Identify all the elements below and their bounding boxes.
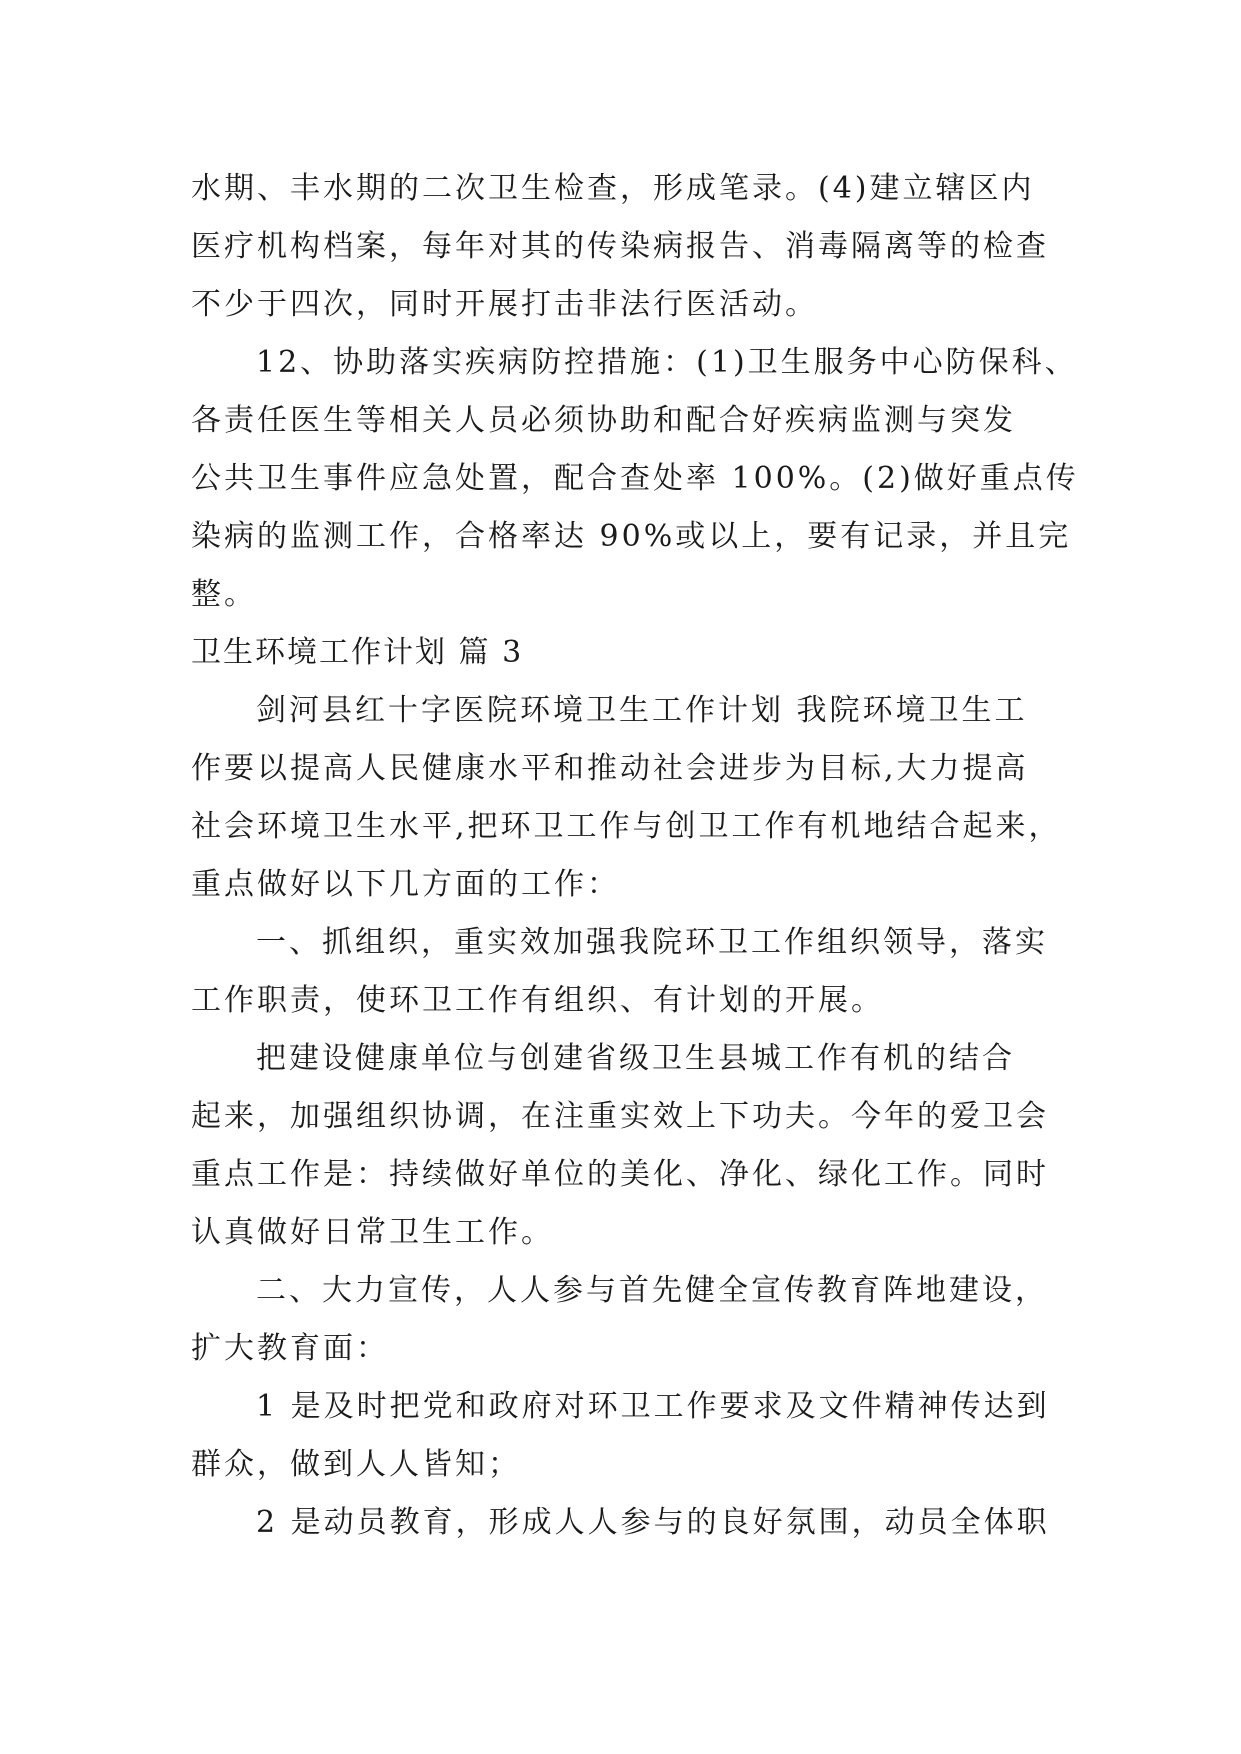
text-line: 起来，加强组织协调，在注重实效上下功夫。今年的爱卫会 — [191, 1099, 1049, 1134]
text-line: 把建设健康单位与创建省级卫生县城工作有机的结合 — [256, 1041, 1015, 1076]
text-line: 工作职责，使环卫工作有组织、有计划的开展。 — [191, 983, 884, 1018]
text-line: 二、大力宣传，人人参与首先健全宣传教育阵地建设， — [256, 1273, 1048, 1308]
text-line: 12、协助落实疾病防控措施：(1)卫生服务中心防保科、 — [256, 345, 1078, 380]
text-line: 一、抓组织，重实效加强我院环卫工作组织领导，落实 — [256, 925, 1048, 960]
text-line: 重点工作是：持续做好单位的美化、净化、绿化工作。同时 — [191, 1157, 1049, 1192]
text-line: 1 是及时把党和政府对环卫工作要求及文件精神传达到 — [256, 1389, 1050, 1424]
text-line: 群众，做到人人皆知； — [191, 1447, 521, 1482]
text-line: 剑河县红十字医院环境卫生工作计划 我院环境卫生工 — [256, 693, 1028, 728]
text-line: 作要以提高人民健康水平和推动社会进步为目标,大力提高 — [191, 751, 1029, 786]
text-line: 整。 — [191, 577, 257, 612]
text-line: 重点做好以下几方面的工作： — [191, 867, 620, 902]
text-line: 医疗机构档案，每年对其的传染病报告、消毒隔离等的检查 — [191, 229, 1049, 264]
document-body — [191, 160, 1079, 1552]
text-line: 染病的监测工作，合格率达 90%或以上，要有记录，并且完 — [191, 519, 1072, 554]
text-line: 水期、丰水期的二次卫生检查，形成笔录。(4)建立辖区内 — [191, 171, 1035, 206]
text-line: 2 是动员教育，形成人人参与的良好氛围，动员全体职 — [256, 1505, 1050, 1540]
text-line: 社会环境卫生水平,把环卫工作与创卫工作有机地结合起来， — [191, 809, 1062, 844]
text-line: 认真做好日常卫生工作。 — [191, 1215, 554, 1250]
text-line: 不少于四次，同时开展打击非法行医活动。 — [191, 287, 818, 322]
text-line: 公共卫生事件应急处置，配合查处率 100%。(2)做好重点传 — [191, 461, 1079, 496]
section-heading: 卫生环境工作计划 篇 3 — [191, 635, 524, 670]
text-line: 扩大教育面： — [191, 1331, 389, 1366]
text-line: 各责任医生等相关人员必须协助和配合好疾病监测与突发 — [191, 403, 1016, 438]
